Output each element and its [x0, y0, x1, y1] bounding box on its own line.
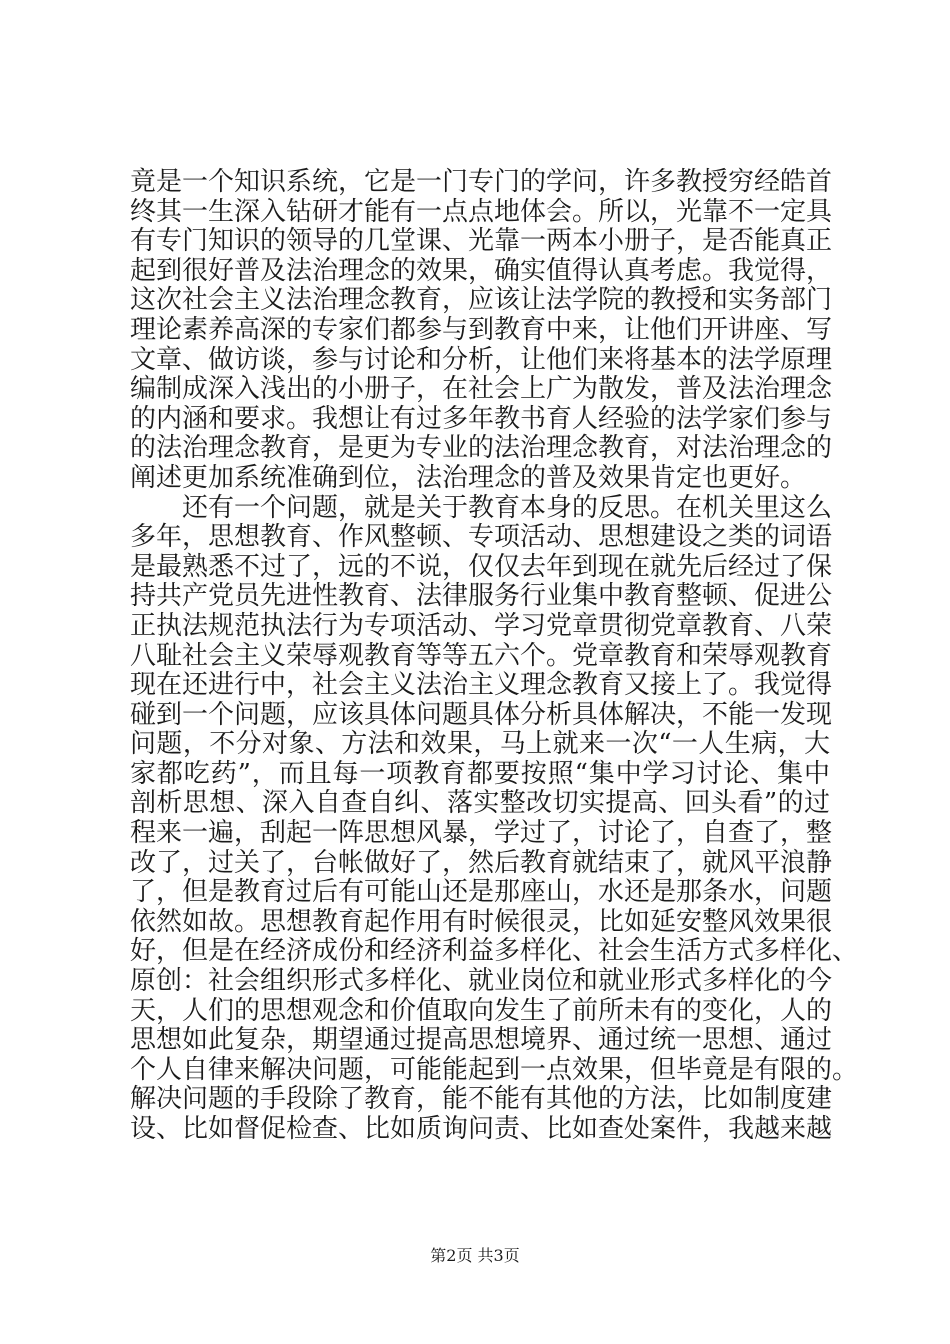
text-line: 程来一遍，刮起一阵思想风暴，学过了，讨论了，自查了，整	[130, 818, 833, 849]
text-line: 编制成深入浅出的小册子，在社会上广为散发，普及法治理念	[130, 374, 833, 405]
text-line: 竟是一个知识系统，它是一门专门的学问，许多教授穷经皓首	[130, 167, 833, 197]
text-line: 持共产党员先进性教育、法律服务行业集中教育整顿、促进公	[130, 581, 833, 612]
text-line: 八耻社会主义荣辱观教育等等五六个。党章教育和荣辱观教育	[130, 640, 833, 671]
text-line: 多年，思想教育、作风整顿、专项活动、思想建设之类的词语	[130, 522, 833, 553]
text-line: 好，但是在经济成份和经济利益多样化、社会生活方式多样化、	[130, 936, 859, 967]
text-line: 阐述更加系统准确到位，法治理念的普及效果肯定也更好。	[130, 462, 807, 493]
text-line: 还有一个问题，就是关于教育本身的反思。在机关里这么	[130, 492, 833, 523]
text-line: 正执法规范执法行为专项活动、学习党章贯彻党章教育、八荣	[130, 610, 833, 641]
text-line: 思想如此复杂，期望通过提高思想境界、通过统一思想、通过	[130, 1025, 833, 1056]
text-line: 设、比如督促检查、比如质询问责、比如查处案件，我越来越	[130, 1114, 833, 1144]
body-text	[130, 167, 859, 1145]
page-footer: 第2页 共3页	[430, 1246, 520, 1265]
text-line: 这次社会主义法治理念教育，应该让法学院的教授和实务部门	[130, 285, 833, 316]
text-line: 起到很好普及法治理念的效果，确实值得认真考虑。我觉得，	[130, 255, 833, 286]
text-line: 终其一生深入钻研才能有一点点地体会。所以，光靠不一定具	[130, 196, 833, 227]
text-line: 的内涵和要求。我想让有过多年教书育人经验的法学家们参与	[130, 403, 833, 434]
text-line: 剖析思想、深入自查自纠、落实整改切实提高、回头看”的过	[130, 788, 830, 819]
text-line: 理论素养高深的专家们都参与到教育中来，让他们开讲座、写	[130, 314, 833, 345]
text-line: 改了，过关了，台帐做好了，然后教育就结束了，就风平浪静	[130, 847, 833, 878]
text-line: 的法治理念教育，是更为专业的法治理念教育，对法治理念的	[130, 433, 833, 464]
text-line: 文章、做访谈，参与讨论和分析，让他们来将基本的法学原理	[130, 344, 833, 375]
text-line: 原创：社会组织形式多样化、就业岗位和就业形式多样化的今	[130, 966, 833, 997]
text-line: 家都吃药”，而且每一项教育都要按照“集中学习讨论、集中	[130, 758, 830, 789]
text-line: 是最熟悉不过了，远的不说，仅仅去年到现在就先后经过了保	[130, 551, 833, 582]
text-line: 解决问题的手段除了教育，能不能有其他的方法，比如制度建	[130, 1084, 833, 1115]
text-line: 有专门知识的领导的几堂课、光靠一两本小册子，是否能真正	[130, 226, 833, 257]
text-line: 了，但是教育过后有可能山还是那座山，水还是那条水，问题	[130, 877, 833, 908]
text-line: 现在还进行中，社会主义法治主义理念教育又接上了。我觉得	[130, 670, 833, 701]
text-line: 问题，不分对象、方法和效果，马上就来一次“一人生病，大	[130, 729, 830, 760]
paragraph	[130, 167, 833, 494]
text-line: 个人自律来解决问题，可能能起到一点效果，但毕竟是有限的。	[130, 1054, 859, 1085]
paragraph	[130, 492, 859, 1145]
text-line: 碰到一个问题，应该具体问题具体分析具体解决，不能一发现	[130, 699, 833, 730]
text-line: 依然如故。思想教育起作用有时候很灵，比如延安整风效果很	[130, 906, 833, 937]
text-line: 天，人们的思想观念和价值取向发生了前所未有的变化，人的	[130, 995, 833, 1026]
